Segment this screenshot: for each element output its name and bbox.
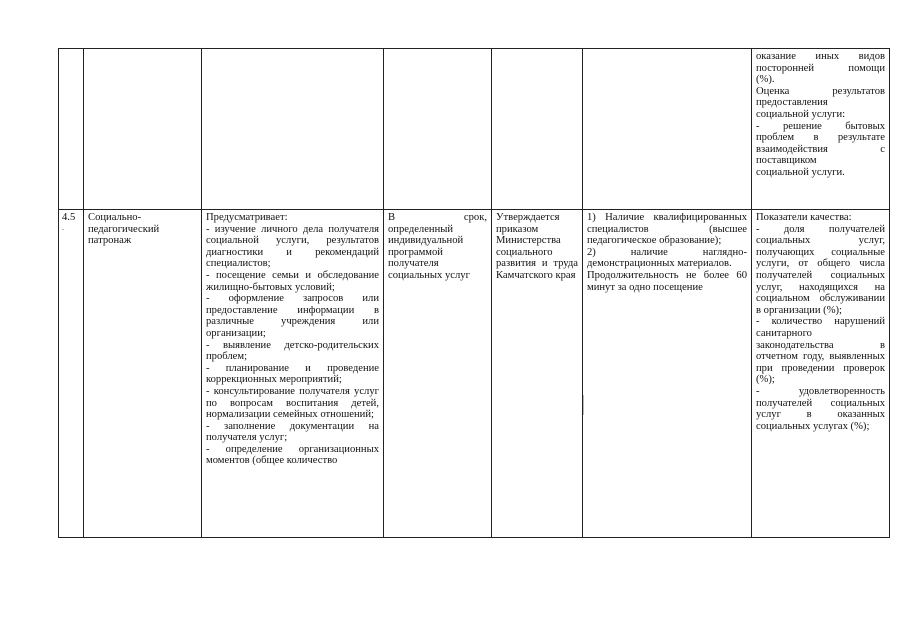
prev-indicator-line: проблем в результате bbox=[756, 132, 885, 144]
cell-number bbox=[59, 210, 84, 538]
prev-indicator-line: посторонней помощи bbox=[756, 62, 885, 74]
prev-indicator-line: оказание иных видов bbox=[756, 51, 885, 62]
prev-indicator-line: предоставления bbox=[756, 97, 828, 109]
prev-indicator-line: - решение бытовых bbox=[756, 120, 885, 132]
table-row-4-5 bbox=[59, 210, 890, 538]
scan-artifact-line bbox=[583, 395, 584, 415]
service-indicators: Показатели качества: - доля получателей социальных услуг, получающих социальные услуги, от общего числа получателей социальных услуг, находящихся на социальном обслуживании в организации (%); - количество нарушений санитарного законодательства в отчетном году, выявленных при проведении проверок (%); - удовлетворенность получателей социальных услуг в оказанных социальных услугах (%); bbox=[756, 212, 885, 432]
cell-tariff bbox=[492, 210, 583, 538]
prev-indicator-line: (%). bbox=[756, 74, 775, 86]
service-term: В срок, определенный индивидуальной программой получателя социальных услуг bbox=[388, 212, 487, 281]
prev-indicator-line: взаимодействия с bbox=[756, 143, 885, 155]
service-tariff: Утверждается приказом Министерства социального развития и труда Камчатского края bbox=[496, 212, 578, 281]
cell-term bbox=[384, 210, 492, 538]
cell-indicators bbox=[752, 210, 890, 538]
service-description: Предусматривает: - изучение личного дела получателя социальной услуги, результатов диагностики и рекомендаций специалистов; - посещение семьи и обследование жилищно-бытовых условий; - оформление запросов или предоставление информации в различные учреждения или организации; - выявление детско-родительских проблем; - планирование и проведение коррекционных мероприятий; - консультирование получателя услуг по вопросам воспитания детей, нормализации семейных отношений; - заполнение документации на получателя услуг; - определение организационных моментов (общее количество bbox=[206, 212, 379, 467]
cell-description-prev bbox=[202, 49, 384, 210]
prev-indicator-line: поставщиком bbox=[756, 155, 817, 167]
cell-indicators-prev bbox=[752, 49, 890, 210]
service-conditions: 1) Наличие квалифицированных специалистов (высшее педагогическое образование); 2) наличие наглядно-демонстрационных материалов. Продолжительность не более 60 минут за одно посещение bbox=[587, 212, 747, 293]
prev-indicator-line: Оценка результатов bbox=[756, 85, 885, 97]
cell-number-prev bbox=[59, 49, 84, 210]
cell-tariff-prev bbox=[492, 49, 583, 210]
service-name: Социально-педагогический патронаж bbox=[88, 212, 160, 247]
cell-description bbox=[202, 210, 384, 538]
cell-term-prev bbox=[384, 49, 492, 210]
service-number-mark: . bbox=[62, 222, 64, 232]
prev-indicator-line: социальной услуги: bbox=[756, 108, 846, 120]
services-table bbox=[58, 48, 890, 538]
service-number: 4.5 bbox=[62, 212, 76, 223]
cell-name bbox=[84, 210, 202, 538]
table-row-continued bbox=[59, 49, 890, 210]
prev-indicator-line: социальной услуги. bbox=[756, 166, 845, 178]
cell-name-prev bbox=[84, 49, 202, 210]
cell-conditions bbox=[583, 210, 752, 538]
cell-conditions-prev bbox=[583, 49, 752, 210]
